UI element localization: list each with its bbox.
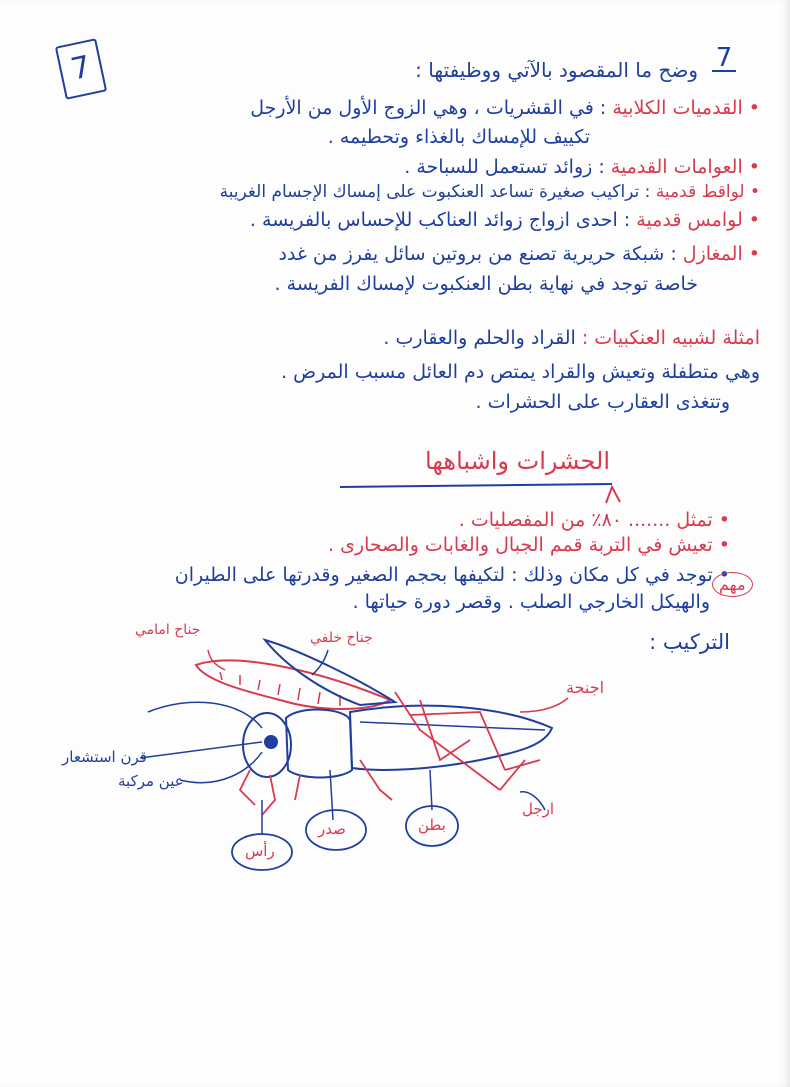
label-wings: اجنحة	[566, 678, 605, 697]
antenna-pointer	[148, 702, 262, 728]
item-term: • المغازل	[682, 243, 760, 265]
label-front-wing: جناح امامي	[135, 622, 201, 638]
front-legs-shape	[240, 770, 300, 815]
label-antenna: قرن استشعار	[62, 748, 147, 766]
item-term: • لوامس قدمية	[636, 209, 760, 231]
title-underline	[340, 484, 612, 487]
label-abdomen: بطن	[418, 816, 446, 834]
label-thorax: صدر	[318, 820, 346, 838]
abdomen-shape	[350, 706, 552, 770]
item-definition: تكييف للإمساك بالغذاء وتحطيمه .	[327, 126, 590, 148]
abdomen-line	[360, 722, 545, 730]
examples-values: القراد والحلم والعقارب .	[383, 327, 576, 349]
title-arrow	[606, 487, 620, 503]
header-number: 7	[712, 46, 736, 72]
item-term: • العوامات القدمية	[610, 156, 760, 178]
wings-pointer	[520, 698, 568, 712]
compound-eye-shape	[264, 735, 278, 749]
bullet-1: • تمثل ....... ٨٠٪ من المفصليات .	[458, 509, 730, 531]
bullet-3: • توجد في كل مكان وذلك : لتكيفها بحجم الصغير وقدرتها على الطيران	[174, 564, 730, 586]
label-legs: ارجل	[522, 800, 555, 818]
structure-heading: التركيب :	[649, 630, 730, 654]
page-number-box: 7	[55, 38, 107, 100]
label-compound-eyes: عين مركبة	[118, 772, 184, 790]
leg-spines	[500, 760, 540, 790]
item-term: • القدميات الكلابية	[612, 97, 760, 119]
item-definition: : زوائد تستعمل للسباحة .	[404, 156, 605, 178]
item-definition: : شبكة حريرية تصنع من بروتين سائل يفرز من غدد	[278, 243, 677, 265]
item-definition: : تراكيب صغيرة تساعد العنكبوت على إمساك الإجسام الغريبة	[219, 182, 651, 202]
label-back-wing: جناح خلفي	[310, 630, 373, 646]
examples-line-2: وهي متطفلة وتعيش والقراد يمتص دم العائل مسبب المرض .	[281, 361, 760, 383]
item-definition: خاصة توجد في نهاية بطن العنكبوت لإمساك الفريسة .	[274, 273, 698, 295]
abdomen-pointer	[430, 770, 432, 810]
bullet-2: • تعيش في التربة قمم الجبال والغابات والصحارى .	[327, 534, 730, 556]
examples-line-3: وتتغذى العقارب على الحشرات .	[475, 391, 730, 413]
item-definition: : احدى ازواج زوائد العناكب للإحساس بالفريسة .	[249, 209, 631, 231]
bullet-4: والهيكل الخارجي الصلب . وقصر دورة حياتها .	[352, 591, 710, 613]
thorax-shape	[286, 710, 352, 778]
examples-prefix: امثلة لشبيه العنكبيات :	[581, 327, 760, 349]
title-line: وضح ما المقصود بالآتي ووظيفتها :	[415, 58, 698, 82]
back-wing-shape	[265, 640, 395, 705]
margin-note: مهم	[712, 572, 753, 597]
item-definition: : في القشريات ، وهي الزوج الأول من الأرجل	[250, 97, 607, 119]
label-head: رأس	[245, 842, 275, 860]
item-term: • لواقط قدمية	[655, 182, 760, 202]
section-title: الحشرات واشباهها	[425, 447, 610, 475]
